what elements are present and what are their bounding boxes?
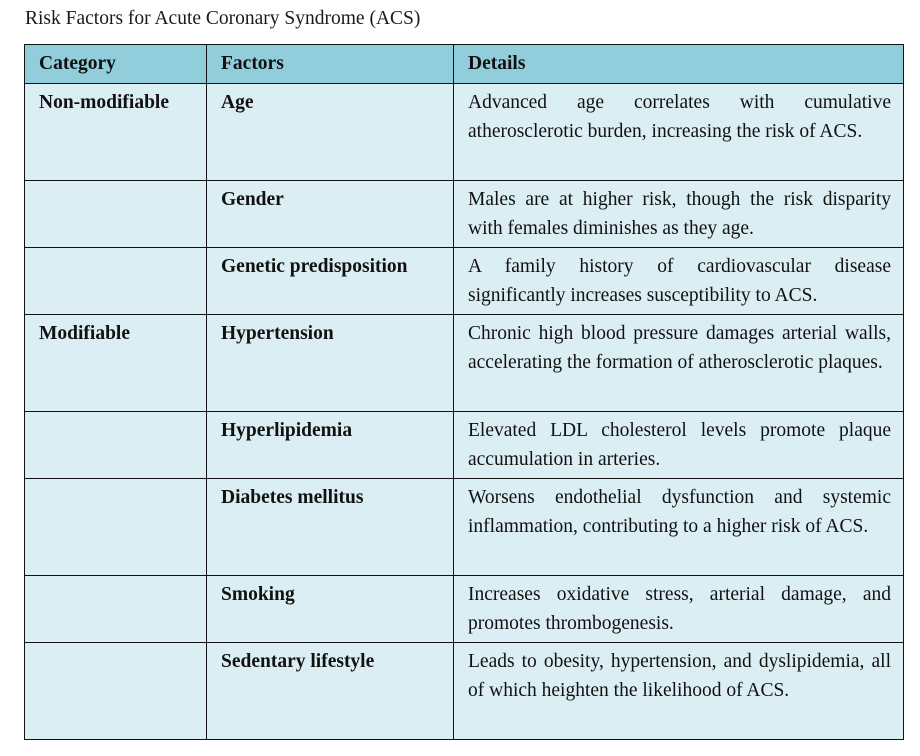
details-cell: Leads to obesity, hypertension, and dyslipidemia, all of which heighten the likelihood of ACS. [454, 643, 904, 740]
factor-cell: Hyperlipidemia [207, 412, 454, 479]
details-cell: Males are at higher risk, though the risk disparity with females diminishes as they age. [454, 181, 904, 248]
table-row [25, 315, 904, 412]
header-category: Category [25, 45, 207, 84]
details-cell: Elevated LDL cholesterol levels promote plaque accumulation in arteries. [454, 412, 904, 479]
factor-cell: Hypertension [207, 315, 454, 412]
category-cell [25, 248, 207, 315]
category-cell [25, 643, 207, 740]
risk-factors-table [24, 44, 904, 740]
category-cell [25, 412, 207, 479]
factor-cell: Diabetes mellitus [207, 479, 454, 576]
category-cell [25, 479, 207, 576]
factor-cell: Gender [207, 181, 454, 248]
factor-cell: Age [207, 84, 454, 181]
table-row [25, 181, 904, 248]
table-row [25, 479, 904, 576]
category-cell [25, 181, 207, 248]
table-caption: Risk Factors for Acute Coronary Syndrome (ACS) [25, 8, 421, 29]
table-row [25, 84, 904, 181]
factor-cell: Genetic predisposition [207, 248, 454, 315]
category-cell: Modifiable [25, 315, 207, 412]
table-row [25, 412, 904, 479]
table-row [25, 248, 904, 315]
table-row [25, 643, 904, 740]
details-cell: Chronic high blood pressure damages arterial walls, accelerating the formation of atherosclerotic plaques. [454, 315, 904, 412]
factor-cell: Smoking [207, 576, 454, 643]
details-cell: Advanced age correlates with cumulative atherosclerotic burden, increasing the risk of ACS. [454, 84, 904, 181]
header-factors: Factors [207, 45, 454, 84]
category-cell [25, 576, 207, 643]
details-cell: A family history of cardiovascular disease significantly increases susceptibility to ACS. [454, 248, 904, 315]
category-cell: Non-modifiable [25, 84, 207, 181]
table-header-row [25, 45, 904, 84]
factor-cell: Sedentary lifestyle [207, 643, 454, 740]
header-details: Details [454, 45, 904, 84]
table-row [25, 576, 904, 643]
details-cell: Increases oxidative stress, arterial damage, and promotes thrombogenesis. [454, 576, 904, 643]
details-cell: Worsens endothelial dysfunction and systemic inflammation, contributing to a higher risk of ACS. [454, 479, 904, 576]
